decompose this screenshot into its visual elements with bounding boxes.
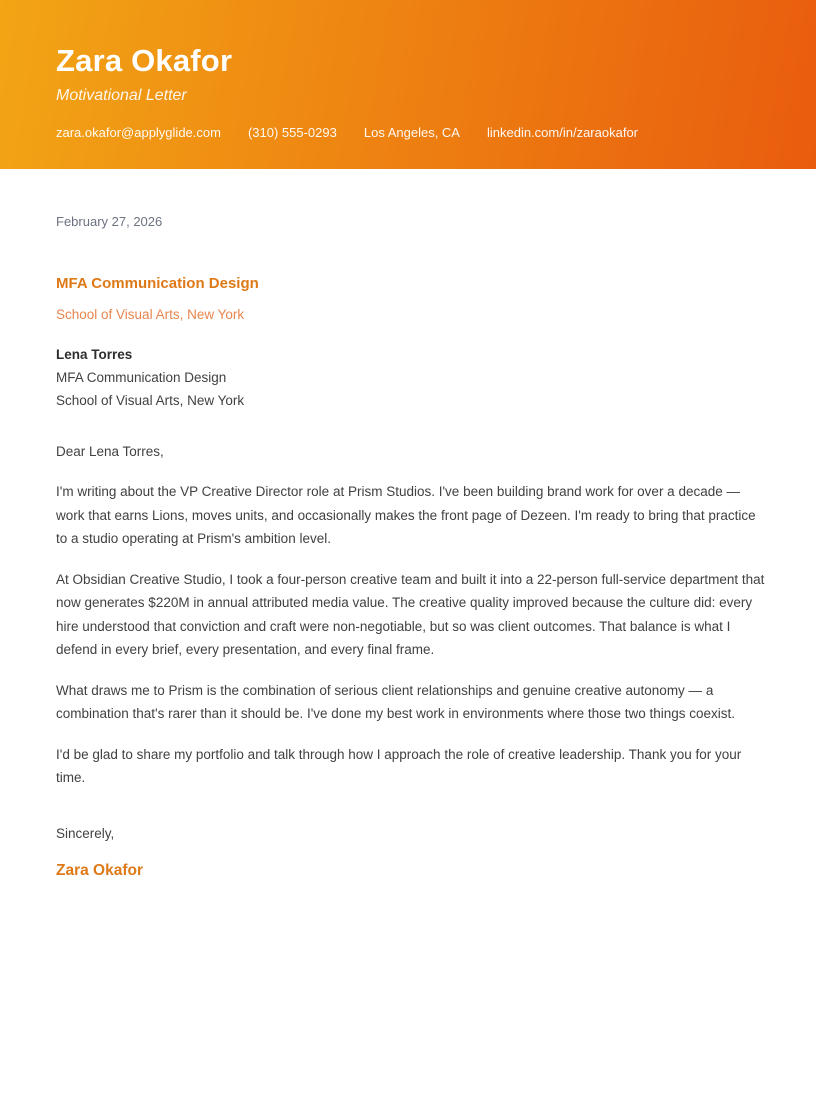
closing: Sincerely, xyxy=(56,825,115,841)
candidate-name: Zara Okafor xyxy=(56,43,233,78)
paragraph-2: At Obsidian Creative Studio, I took a four-person creative team and built it into a 22-person full-service department that now generates $220M in annual attributed media value. The creative quality improved because the culture did: every hire understood that conviction and craft were non-negotiable, but so was client outcomes. That balance is what I defend in every brief, every presentation, and every final frame. xyxy=(56,571,765,657)
position-subtitle: School of Visual Arts, New York xyxy=(56,307,245,322)
letter-date: February 27, 2026 xyxy=(56,214,163,229)
letter-body xyxy=(0,169,816,943)
contact-row xyxy=(56,125,770,140)
recipient-line-1: MFA Communication Design xyxy=(56,369,227,385)
contact-phone: (310) 555-0293 xyxy=(247,125,337,141)
recipient-block xyxy=(56,343,770,412)
paragraph-4: I'd be glad to share my portfolio and talk through how I approach the role of creative leadership. Thank you for your time. xyxy=(56,746,742,785)
salutation: Dear Lena Torres, xyxy=(56,443,164,459)
recipient-line-2: School of Visual Arts, New York xyxy=(56,392,245,408)
position-title: MFA Communication Design xyxy=(56,274,259,292)
paragraph-1: I'm writing about the VP Creative Director role at Prism Studios. I've been building brand work for over a decade — work that earns Lions, moves units, and occasionally makes the front page of Dezeen. I'm ready to bring that practice to a studio operating at Prism's ambition level. xyxy=(56,484,756,546)
letter-header xyxy=(0,0,816,169)
position-block xyxy=(56,272,770,327)
contact-location: Los Angeles, CA xyxy=(363,125,460,141)
paragraph-3: What draws me to Prism is the combination of serious client relationships and genuine creative autonomy — a combination that's rarer than it should be. I've done my best work in environments where those two things coexist. xyxy=(56,682,736,721)
contact-linkedin: linkedin.com/in/zaraokafor xyxy=(486,125,639,141)
signature: Zara Okafor xyxy=(56,862,144,879)
document-subtitle: Motivational Letter xyxy=(56,87,187,105)
recipient-name: Lena Torres xyxy=(56,346,133,362)
contact-email: zara.okafor@applyglide.com xyxy=(56,125,221,141)
